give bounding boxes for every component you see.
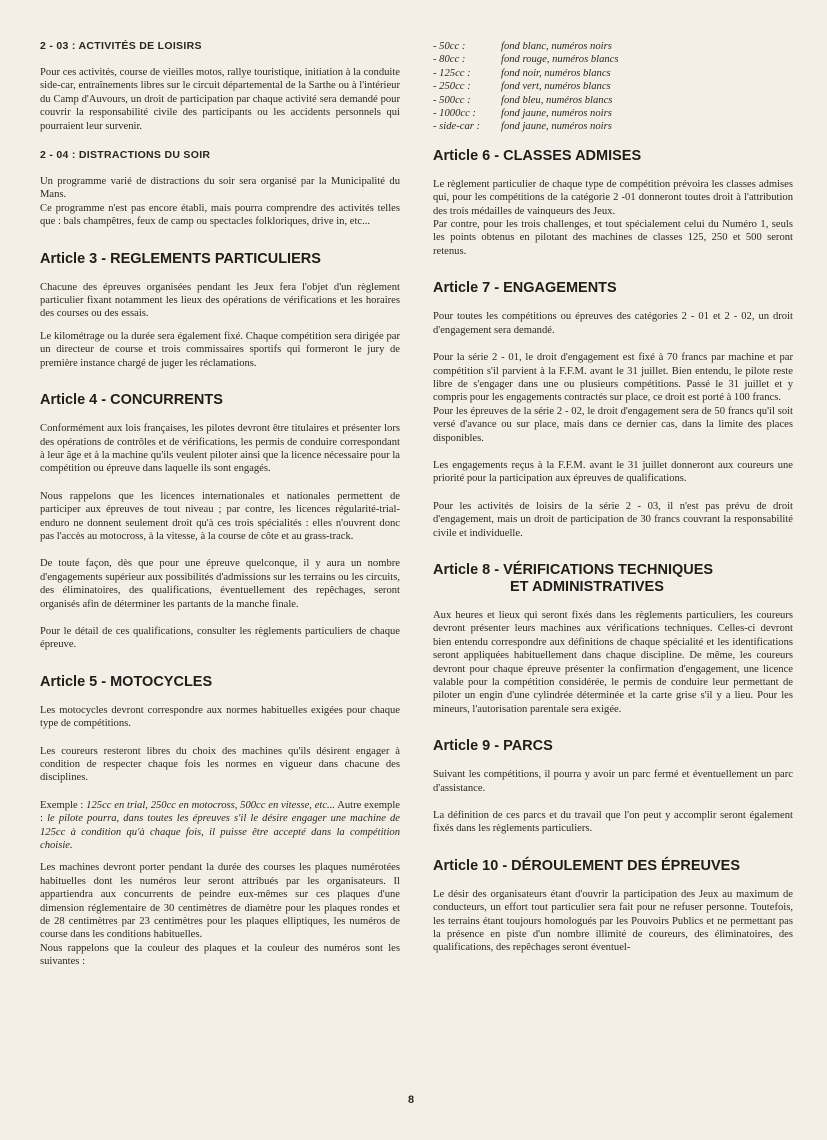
article-4-paragraph-2: Nous rappelons que les licences internationales et nationales permettent de participer aux épreuves de tout niveau ; par contre, les licences régularité-trial-enduro ne donnent seulement droit qu'à ces trois spécialités : elles n'ouvrent donc pas l'accès au motocross, à la vitesse, à la course de côte et au grass-track. — [40, 490, 400, 542]
plate-colors: fond noir, numéros blancs — [501, 67, 611, 79]
article-7-heading: Article 7 - ENGAGEMENTS — [433, 280, 617, 297]
example-italic-2: le pilote pourra, dans toutes les épreuves s'il le désire engager une machine de 125cc à condition qu'à chaque fois, il puisse être accepté dans la compétition choisie. — [40, 813, 401, 852]
plate-colors: fond rouge, numéros blancs — [501, 54, 619, 66]
section-2-03-heading: 2 - 03 : ACTIVITÉS DE LOISIRS — [40, 40, 202, 52]
article-4-paragraph-3: De toute façon, dès que pour une épreuve quelconque, il y aura un nombre d'engagements supérieur aux possibilités d'admissions sur les terrains ou les circuits, des éliminatoires, des qualifications, éventuellement des repêchages, seront organisés afin de déterminer les partants de la manche finale. — [40, 558, 400, 610]
article-3-heading: Article 3 - REGLEMENTS PARTICULIERS — [40, 250, 321, 267]
left-column — [40, 40, 400, 978]
article-6-paragraph-1: Le règlement particulier de chaque type de compétition prévoira les classes admises qui, pour les compétitions de la catégorie 2 -01 donneront toutes droit à l'attribution des trois médailles de vainqueurs des Jeux. — [433, 178, 793, 217]
plate-colors: fond jaune, numéros noirs — [501, 121, 612, 133]
article-3-paragraph-2: Le kilométrage ou la durée sera également fixé. Chaque compétition sera dirigée par un directeur de course et trois commissaires sportifs qui formeront le jury de première instance chargé de juger les réclamations. — [40, 330, 400, 369]
article-5-paragraph-4: Les machines devront porter pendant la durée des courses les plaques numérotées habituelles dont les numéros leur seront attribués par les organisateurs. Il appartiendra aux concurrents de peindre eux-mêmes sur ces plaques d'une dimension réglementaire de 30 centimètres de diamètre pour les plaques rondes et de 28 centimètres par 23 centimètres pour les plaques elliptiques, les numéros de course dans les conditions habituelles. — [40, 862, 400, 941]
article-9-paragraph-1: Suivant les compétitions, il pourra y avoir un parc fermé et éventuellement un parc d'assistance. — [433, 769, 793, 794]
article-9-heading: Article 9 - PARCS — [433, 738, 553, 755]
article-5-paragraph-2: Les coureurs resteront libres du choix des machines qu'ils désirent engager à condition de respecter chaque fois les normes en vigueur dans chacune des disciplines. — [40, 745, 400, 784]
article-4-heading: Article 4 - CONCURRENTS — [40, 392, 223, 409]
plate-row — [433, 94, 793, 107]
article-6-paragraph-2: Par contre, pour les trois challenges, et tout spécialement celui du Numéro 1, seuls les points obtenus en pilotant des machines de classes 125, 250 et 500 seront retenus. — [433, 219, 793, 257]
plate-row — [433, 67, 793, 80]
section-2-04-heading: 2 - 04 : DISTRACTIONS DU SOIR — [40, 149, 211, 162]
article-5-paragraph-1: Les motocycles devront correspondre aux normes habituelles exigées pour chaque type de compétitions. — [40, 704, 400, 730]
article-8-paragraph-1: Aux heures et lieux qui seront fixés dans les règlements particuliers, les coureurs devront présenter leurs machines aux vérifications techniques. Celles-ci devront bien entendu correspondre aux définitions de chaque spécialité et les identifications seront appliquées habituellement dans chaque discipline. De même, les coureurs devront pour chaque épreuve présenter la confirmation d'engagement, une licence valable pour la compétition considérée, le permis de conduire leur permettant de piloter un engin d'une cylindrée déterminée et la carte grise s'il y a lieu. Pour les mineurs, l'autorisation parentale sera exigée. — [433, 609, 793, 715]
article-7-paragraph-4: Les engagements reçus à la F.F.M. avant le 31 juillet donneront aux coureurs une priorité pour la participation aux épreuves de qualifications. — [433, 459, 793, 485]
article-5-paragraph-3 — [40, 799, 400, 853]
article-8-title-line-1: Article 8 - VÉRIFICATIONS TECHNIQUES — [433, 561, 714, 578]
plate-colors: fond jaune, numéros noirs — [501, 108, 612, 120]
plate-class: - 125cc : — [433, 67, 471, 79]
article-10-paragraph-1: Le désir des organisateurs étant d'ouvrir la participation des Jeux au maximum de conducteurs, un effort tout particulier sera fait pour ne refuser personne. Toutefois, les terrains étant toujours homologués par les Pouvoirs Publics et ne permettant pas la présence en piste d'un nombre illimité de coureurs, des éliminatoires, des qualifications, des repêchages seront éventuel- — [433, 888, 793, 954]
right-column — [433, 40, 793, 964]
example-mid: Autre exemple : — [40, 799, 400, 825]
article-8-title-line-2: ET ADMINISTRATIVES — [510, 578, 664, 595]
plate-class: - 80cc : — [433, 54, 466, 66]
plate-colors: fond blanc, numéros noirs — [501, 41, 612, 52]
article-3-paragraph-1: Chacune des épreuves organisées pendant les Jeux fera l'objet d'un règlement particulier fixant notamment les lieux des opérations de vérifications et les horaires des courses ou des essais. — [40, 281, 400, 320]
article-5-paragraph-5: Nous rappelons que la couleur des plaques et la couleur des numéros sont les suivantes : — [40, 942, 400, 968]
article-7-paragraph-2: Pour la série 2 - 01, le droit d'engagement est fixé à 70 francs par machine et par compétition s'il parvient à la F.F.M. avant le 31 juillet. Bien entendu, le pilote reste libre de s'engager dans une ou plusieurs compétitions. Passé le 31 juillet et y compris pour les engagements contractés sur place, ce droit est porté à 100 francs. — [433, 352, 793, 404]
plate-colors: fond bleu, numéros blancs — [501, 94, 613, 106]
article-9-paragraph-2: La définition de ces parcs et du travail que l'on peut y accomplir seront également fixés dans les règlements particuliers. — [433, 810, 793, 835]
article-7-paragraph-3: Pour les épreuves de la série 2 - 02, le droit d'engagement sera de 50 francs qu'il soit versé d'avance ou sur place, mais dans ce dernier cas, dans la limite des places disponibles. — [433, 405, 793, 444]
plate-row — [433, 53, 793, 66]
example-italic-1: 125cc en trial, 250cc en motocross, 500cc en vitesse, etc... — [86, 799, 335, 811]
article-4-paragraph-4: Pour le détail de ces qualifications, consulter les règlements particuliers de chaque épreuve. — [40, 625, 400, 651]
section-2-04-paragraph-2: Ce programme n'est pas encore établi, mais pourra comprendre des activités telles que : bals champêtres, feux de camp ou spectacles folkloriques, drive in, etc... — [40, 202, 400, 228]
plate-colors: fond vert, numéros blancs — [501, 81, 611, 93]
plate-color-list — [433, 40, 793, 134]
article-5-heading: Article 5 - MOTOCYCLES — [40, 673, 213, 690]
article-10-heading: Article 10 - DÉROULEMENT DES ÉPREUVES — [433, 857, 740, 874]
plate-class: - 250cc : — [433, 81, 471, 93]
article-7-paragraph-1: Pour toutes les compétitions ou épreuves des catégories 2 - 01 et 2 - 02, un droit d'engagement sera demandé. — [433, 311, 793, 336]
article-7-paragraph-5: Pour les activités de loisirs de la série 2 - 03, il n'est pas prévu de droit d'engagement, mais un droit de participation de 30 francs couvrant la responsabilité civile et individuelle. — [433, 500, 793, 539]
example-lead: Exemple : — [40, 799, 87, 811]
plate-row — [433, 40, 793, 53]
article-4-paragraph-1: Conformément aux lois françaises, les pilotes devront être titulaires et présenter lors des opérations de contrôles et de vérifications, les permis de conduire correspondant à leur âge et à la machine qu'ils veulent piloter ainsi que la licence nécessaire pour la compétition ou épreuve dans laquelle ils sont engagés. — [40, 423, 400, 475]
plate-class: - 50cc : — [433, 41, 466, 52]
plate-row — [433, 120, 793, 133]
plate-class: - side-car : — [433, 121, 481, 133]
plate-class: - 1000cc : — [433, 108, 476, 120]
section-2-04-paragraph-1: Un programme varié de distractions du soir sera organisé par la Municipalité du Mans. — [40, 176, 400, 201]
article-6-heading: Article 6 - CLASSES ADMISES — [433, 147, 642, 164]
plate-class: - 500cc : — [433, 94, 471, 106]
page-number: 8 — [408, 1094, 415, 1106]
plate-row — [433, 107, 793, 120]
plate-row — [433, 80, 793, 93]
section-2-03-paragraph: Pour ces activités, course de vieilles motos, rallye touristique, initiation à la conduite side-car, entraînements libres sur le circuit départemental de la Sarthe ou à l'intérieur du Camp d'Auvours, un droit de participation par chaque activité sera demandé pour couvrir la responsabilité civile des participants ou les accidents personnels qui pourraient leur survenir. — [40, 67, 400, 132]
article-8-heading — [433, 562, 793, 596]
